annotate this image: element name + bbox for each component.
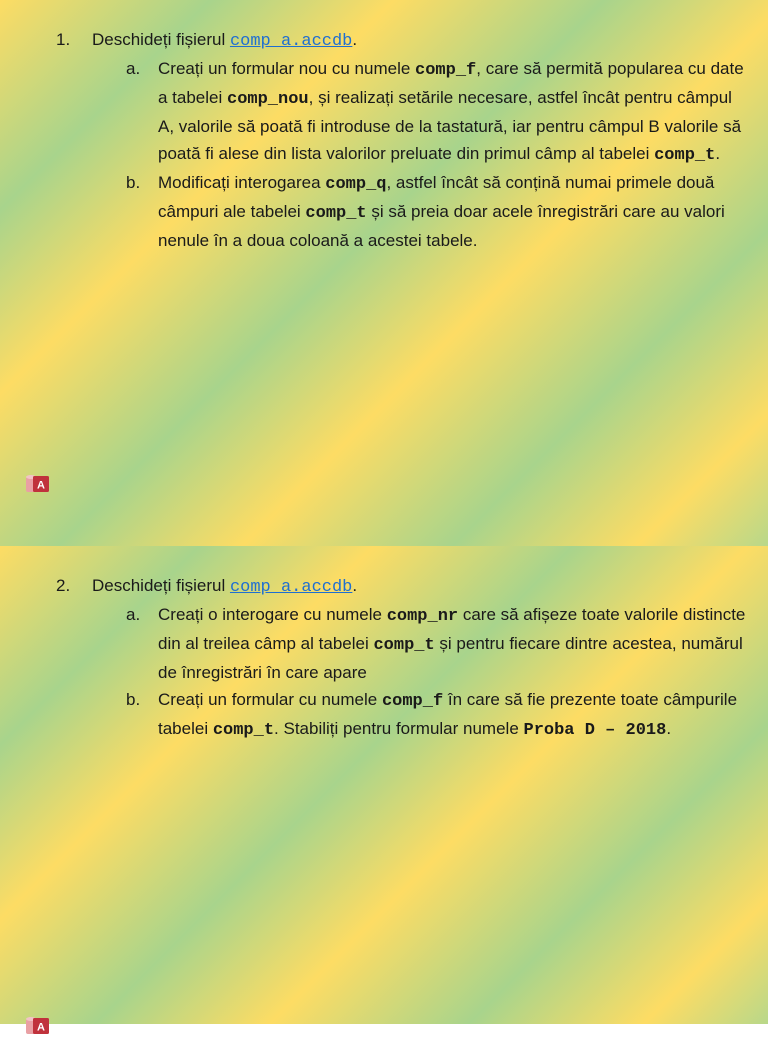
code-identifier: Proba D – 2018 bbox=[523, 721, 667, 740]
code-identifier: comp_q bbox=[325, 175, 387, 194]
code-identifier: comp_t bbox=[305, 204, 367, 223]
ms-access-icon bbox=[24, 472, 52, 496]
subtask-list bbox=[56, 55, 746, 254]
subtask-text bbox=[158, 59, 744, 163]
task-2 bbox=[56, 572, 746, 744]
subtask-letter: a. bbox=[126, 59, 141, 78]
task-number: 2. bbox=[56, 576, 71, 595]
page-2 bbox=[0, 546, 768, 1034]
text-run: Creați un formular cu numele bbox=[158, 690, 382, 709]
file-link[interactable]: comp_a.accdb bbox=[229, 578, 353, 597]
text-run: și pentru fiecare dintre acestea, numărul de înregistrări în care apare bbox=[158, 634, 743, 682]
text-run: Creați un formular nou cu numele bbox=[158, 59, 416, 78]
text-run: și să preia doar acele înregistrări care au valori nenule în a doua coloană a acestei tabele. bbox=[158, 202, 725, 250]
subtask-item bbox=[56, 686, 746, 744]
ms-access-icon bbox=[24, 1014, 52, 1038]
subtask-text bbox=[158, 605, 745, 682]
access-icon-letter: A bbox=[37, 1021, 45, 1034]
text-run: . Stabiliți pentru formular numele bbox=[274, 719, 524, 738]
subtask-text bbox=[158, 173, 725, 250]
code-identifier: comp_nr bbox=[386, 607, 459, 626]
text-run: . bbox=[715, 144, 721, 163]
text-run: , care să permită popularea cu date a tabelei bbox=[158, 59, 744, 107]
file-link[interactable]: comp_a.accdb bbox=[229, 32, 353, 51]
subtask-item bbox=[56, 601, 746, 686]
text-run: în care să fie prezente toate câmpurile tabelei bbox=[158, 690, 738, 738]
code-identifier: comp_nou bbox=[227, 90, 309, 109]
text-run: , și realizați setările necesare, astfel încât pentru câmpul A, valorile să poată fi introduse de la tastatură, iar pentru câmpul B valorile să poată fi alese din lista valorilor preluate din primul câmp al tabelei bbox=[158, 88, 742, 163]
subtask-list bbox=[56, 601, 746, 744]
text-run: care să afișeze toate valorile distincte din al treilea câmp al tabelei bbox=[158, 605, 746, 653]
text-run: Creați o interogare cu numele bbox=[158, 605, 387, 624]
code-identifier: comp_t bbox=[654, 146, 716, 165]
subtask-text bbox=[158, 690, 737, 738]
subtask-letter: b. bbox=[126, 173, 141, 192]
code-identifier: comp_f bbox=[381, 692, 444, 711]
subtask-item bbox=[56, 55, 746, 169]
subtask-letter: a. bbox=[126, 605, 141, 624]
text-run: , astfel încât să conțină numai primele două câmpuri ale tabelei bbox=[158, 173, 715, 221]
access-icon-letter: A bbox=[37, 479, 45, 492]
text-run: Modificați interogarea bbox=[158, 173, 326, 192]
code-identifier: comp_t bbox=[373, 636, 435, 655]
task-intro-end: . bbox=[352, 576, 358, 595]
task-intro: Deschideți fișierul bbox=[92, 576, 230, 595]
code-identifier: comp_f bbox=[415, 61, 477, 80]
task-header bbox=[56, 26, 746, 55]
task-header bbox=[56, 572, 746, 601]
task-intro: Deschideți fișierul bbox=[92, 30, 230, 49]
task-number: 1. bbox=[56, 30, 71, 49]
task-1 bbox=[56, 26, 746, 254]
text-run: . bbox=[666, 719, 672, 738]
task-intro-end: . bbox=[352, 30, 358, 49]
subtask-letter: b. bbox=[126, 690, 141, 709]
subtask-item bbox=[56, 169, 746, 254]
code-identifier: comp_t bbox=[212, 721, 275, 740]
